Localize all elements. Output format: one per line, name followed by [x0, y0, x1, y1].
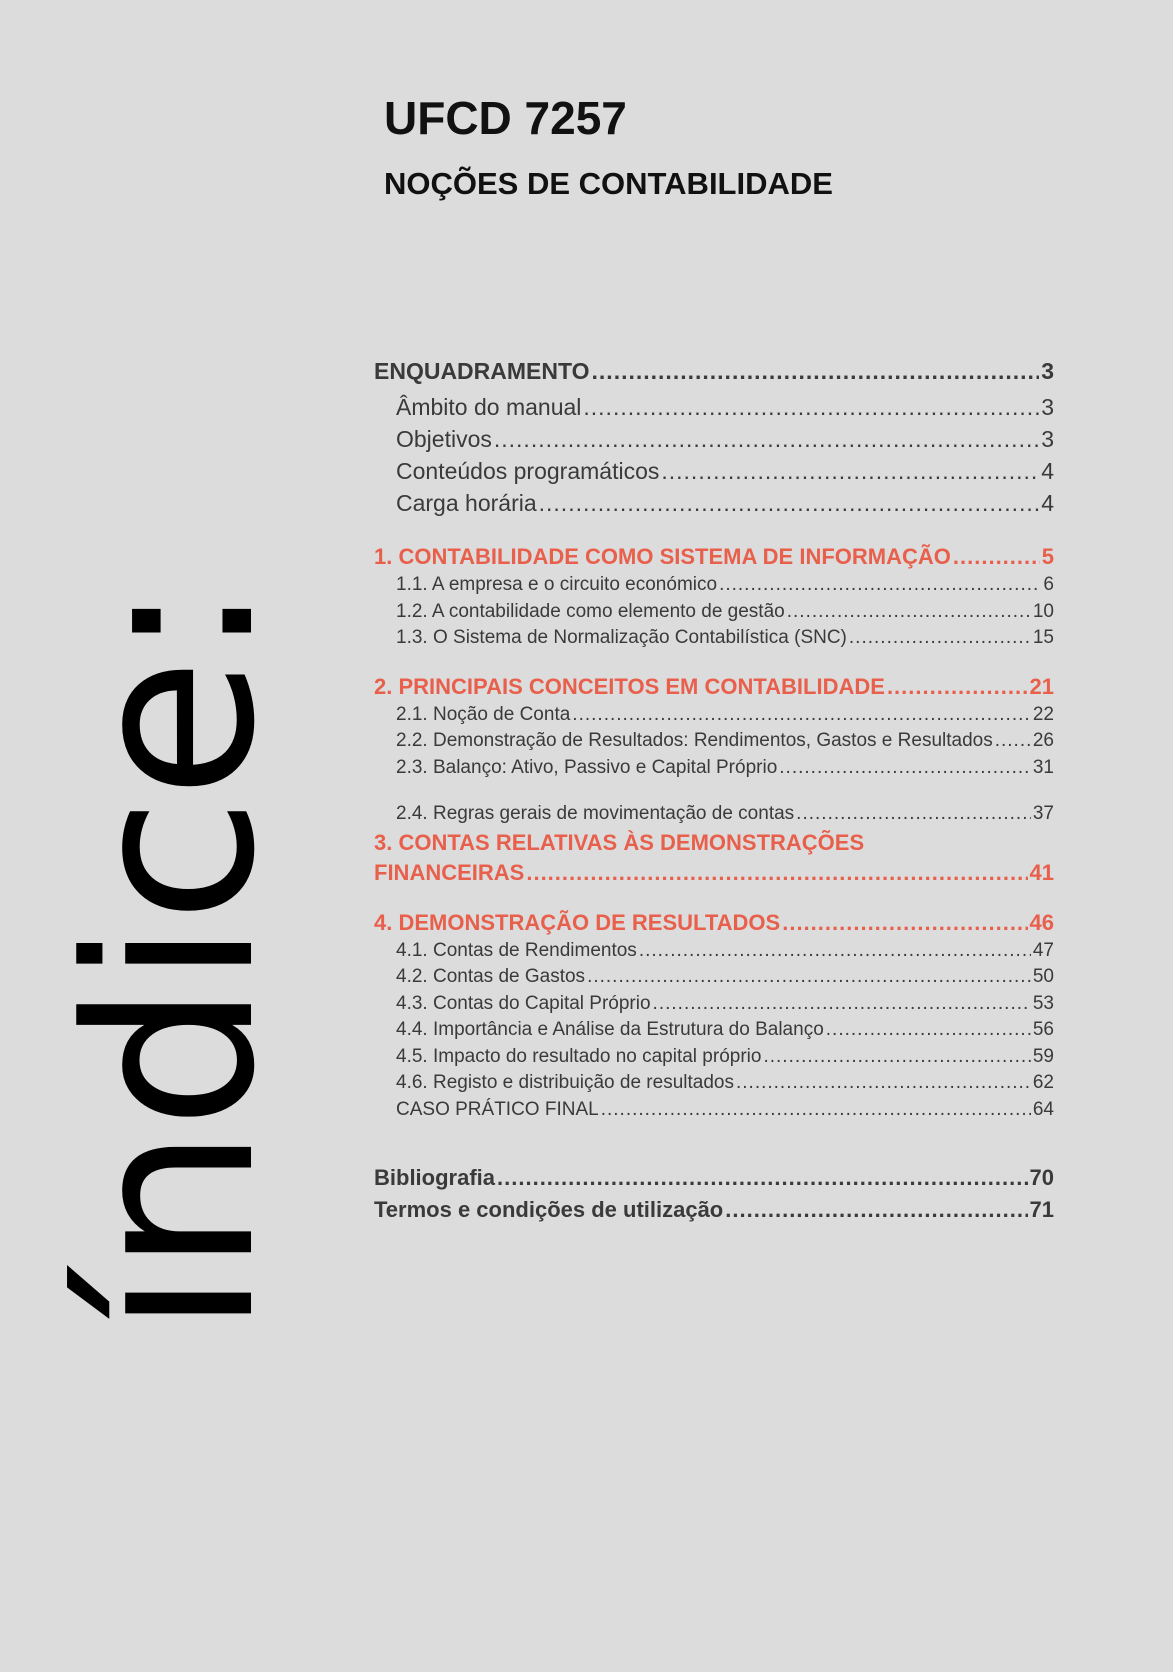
toc-leader-dots: [736, 1072, 1031, 1094]
toc-leader-dots: [849, 627, 1031, 649]
toc-entry-title: Objetivos: [396, 426, 492, 452]
course-title: NOÇÕES DE CONTABILIDADE: [384, 166, 833, 201]
table-of-contents: [374, 358, 1054, 1229]
document-header: [384, 88, 833, 206]
toc-entry-title: Carga horária: [396, 490, 537, 516]
toc-entry-page: 62: [1032, 1072, 1054, 1093]
index-side-label: índice:: [39, 583, 306, 1335]
toc-entry-enquadramento[interactable]: [374, 358, 1054, 394]
toc-leader-dots: [572, 704, 1031, 726]
toc-entry-title: 4.2. Contas de Gastos: [396, 966, 586, 987]
toc-leader-dots: [779, 757, 1031, 779]
toc-entry-title: 4.3. Contas do Capital Próprio: [396, 992, 651, 1014]
toc-entry-page: 56: [1032, 1019, 1054, 1040]
toc-entry-2-4[interactable]: [374, 803, 1054, 830]
toc-leader-dots: [494, 426, 1039, 453]
toc-entry-page: 70: [1029, 1165, 1054, 1190]
toc-entry-title: Bibliografia: [374, 1165, 496, 1190]
toc-entry-title: 4.1. Contas de Rendimentos: [396, 939, 637, 961]
toc-entry-page: 47: [1032, 939, 1054, 961]
toc-entry-conteudos[interactable]: [374, 458, 1054, 490]
toc-entry-4-1[interactable]: [374, 940, 1054, 967]
toc-entry-2-3[interactable]: [374, 757, 1054, 784]
toc-entry-page: 59: [1032, 1045, 1054, 1067]
toc-entry-2-1[interactable]: [374, 704, 1054, 731]
toc-entry-page: 10: [1032, 600, 1054, 622]
toc-leader-dots: [653, 993, 1031, 1015]
spacer: [374, 890, 1054, 910]
toc-entry-title: Termos e condições de utilização: [374, 1197, 724, 1222]
toc-entry-4-4[interactable]: [374, 1019, 1054, 1046]
toc-entry-1-1[interactable]: [374, 574, 1054, 601]
toc-leader-dots: [587, 966, 1031, 988]
toc-leader-dots: [887, 674, 1028, 700]
toc-entry-page: 22: [1032, 703, 1054, 725]
toc-section-page: 5: [1041, 544, 1054, 569]
toc-entry-page: 4: [1041, 458, 1054, 484]
toc-section-page: 41: [1029, 859, 1054, 885]
toc-leader-dots: [787, 601, 1031, 623]
toc-entry-title: 2.3. Balanço: Ativo, Passivo e Capital Próprio: [396, 756, 778, 778]
toc-entry-page: 15: [1032, 627, 1054, 648]
toc-entry-page: 64: [1032, 1098, 1054, 1120]
toc-section-title: 2. PRINCIPAIS CONCEITOS EM CONTABILIDADE: [374, 673, 885, 699]
toc-leader-dots: [995, 730, 1031, 752]
toc-entry-title: Âmbito do manual: [396, 394, 582, 420]
toc-entry-title: 1.2. A contabilidade como elemento de gestão: [396, 600, 785, 622]
toc-leader-dots: [725, 1197, 1027, 1223]
toc-leader-dots: [661, 458, 1039, 485]
toc-entry-2-2[interactable]: [374, 730, 1054, 757]
toc-section-3[interactable]: [374, 860, 1054, 890]
toc-leader-dots: [719, 574, 1041, 596]
toc-entry-1-2[interactable]: [374, 601, 1054, 628]
toc-entry-title: 2.4. Regras gerais de movimentação de contas: [396, 803, 795, 824]
toc-leader-dots: [796, 803, 1031, 825]
toc-entry-objetivos[interactable]: [374, 426, 1054, 458]
toc-entry-title: 4.4. Importância e Análise da Estrutura do Balanço: [396, 1019, 824, 1040]
toc-section-page: 21: [1029, 673, 1054, 699]
spacer: [374, 1125, 1054, 1165]
toc-entry-title: 2.1. Noção de Conta: [396, 703, 571, 725]
toc-leader-dots: [497, 1165, 1028, 1191]
toc-leader-dots: [782, 910, 1027, 936]
toc-section-1[interactable]: [374, 544, 1054, 574]
toc-leader-dots: [583, 394, 1039, 421]
toc-leader-dots: [601, 1099, 1031, 1121]
toc-entry-page: 3: [1041, 394, 1054, 420]
toc-entry-page: 50: [1032, 966, 1054, 987]
course-code: UFCD 7257: [384, 92, 627, 144]
toc-section-page: 46: [1029, 909, 1054, 935]
toc-entry-page: 71: [1029, 1197, 1054, 1222]
toc-entry-page: 53: [1032, 992, 1054, 1014]
toc-leader-dots: [592, 358, 1040, 385]
toc-entry-ambito[interactable]: [374, 394, 1054, 426]
toc-entry-page: 6: [1043, 574, 1054, 595]
spacer: [374, 654, 1054, 674]
toc-entry-title: 1.3. O Sistema de Normalização Contabilística (SNC): [396, 627, 847, 648]
toc-entry-title: 1.1. A empresa e o circuito económico: [396, 574, 718, 595]
toc-section-3-title-line1[interactable]: 3. CONTAS RELATIVAS ÀS DEMONSTRAÇÕES: [374, 829, 865, 855]
toc-leader-dots: [539, 490, 1040, 517]
toc-entry-1-3[interactable]: [374, 627, 1054, 654]
spacer: [374, 522, 1054, 544]
toc-entry-page: 31: [1032, 756, 1054, 778]
toc-section-4[interactable]: [374, 910, 1054, 940]
toc-entry-title: Conteúdos programáticos: [396, 458, 660, 484]
toc-section-title: 1. CONTABILIDADE COMO SISTEMA DE INFORMAÇÃO: [374, 544, 951, 569]
toc-entry-termos[interactable]: [374, 1197, 1054, 1229]
toc-entry-page: 3: [1041, 426, 1054, 452]
toc-entry-title: ENQUADRAMENTO: [374, 358, 590, 384]
toc-leader-dots: [826, 1019, 1031, 1041]
toc-leader-dots: [526, 860, 1027, 886]
toc-entry-4-6[interactable]: [374, 1072, 1054, 1099]
toc-entry-4-5[interactable]: [374, 1046, 1054, 1073]
toc-entry-page: 3: [1041, 358, 1054, 384]
toc-entry-bibliografia[interactable]: [374, 1165, 1054, 1197]
toc-entry-caso-pratico[interactable]: [374, 1099, 1054, 1126]
toc-leader-dots: [639, 940, 1031, 962]
toc-entry-4-3[interactable]: [374, 993, 1054, 1020]
toc-entry-page: 37: [1032, 803, 1054, 824]
toc-entry-title: 4.6. Registo e distribuição de resultados: [396, 1072, 734, 1093]
toc-entry-4-2[interactable]: [374, 966, 1054, 993]
toc-entry-page: 26: [1032, 730, 1054, 751]
toc-entry-title: CASO PRÁTICO FINAL: [396, 1098, 599, 1120]
spacer: [374, 783, 1054, 803]
toc-leader-dots: [953, 544, 1040, 570]
toc-entry-carga-horaria[interactable]: [374, 490, 1054, 522]
toc-section-2[interactable]: [374, 674, 1054, 704]
toc-entry-page: 4: [1041, 490, 1054, 516]
toc-leader-dots: [763, 1046, 1030, 1068]
toc-section-title: FINANCEIRAS: [374, 859, 525, 885]
toc-entry-title: 2.2. Demonstração de Resultados: Rendimentos, Gastos e Resultados: [396, 730, 993, 751]
toc-entry-title: 4.5. Impacto do resultado no capital próprio: [396, 1045, 762, 1067]
toc-section-title: 4. DEMONSTRAÇÃO DE RESULTADOS: [374, 909, 781, 935]
